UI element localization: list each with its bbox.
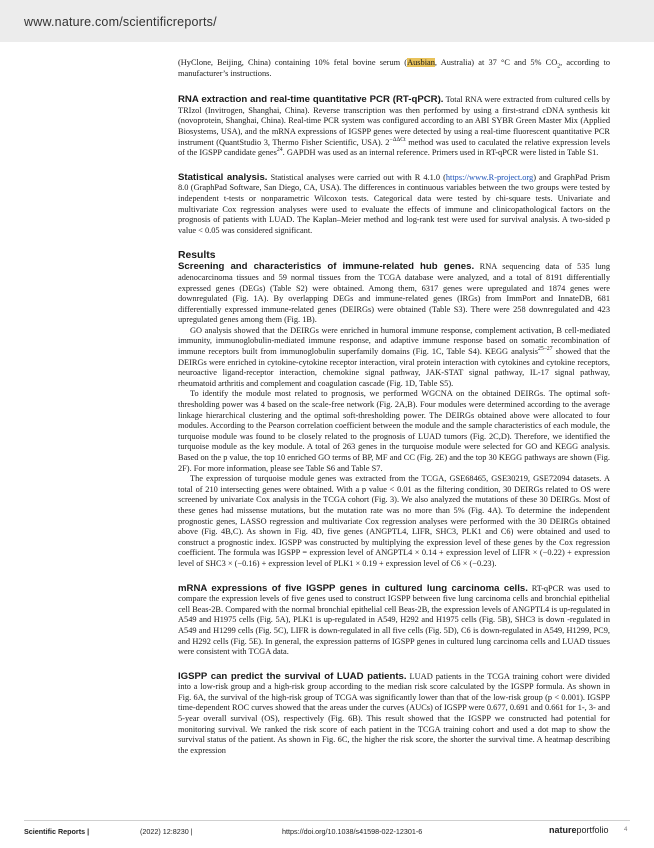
section-heading: Screening and characteristics of immune-related hub genes. [178,261,475,273]
paragraph: To identify the module most related to prognosis, we performed WGCNA on the obtained DEIRGs. The optimal soft-thresholding power was 4 based on the scale-free network (Fig. 2A,B). Four modules were determined according to the average linkage hierarchical clustering and the optimal soft-thresholding power. The DEIRGs obtained above were allocated to four modules. According to the Pearson correlation coefficient between the module and the sample characteristics of each module, the turquoise module was found to be closely related to the prognosis of LUAD tumors (Fig. 2C,D). Therefore, we identified the turquoise module as the key module. A total of 263 genes in the turquoise module were selected for GO and KEGG analysis. Based on the p value, the top 10 enriched GO terms of BP, MF and CC (Fig. 2E) and the top 30 KEGG pathways are shown (Fig. 2F). For more information, please see Table S6 and Table S7. [178,389,610,473]
cell-culture-continuation [178,58,610,79]
mrna-expression-section [178,584,610,658]
nature-portfolio-logo: natureportfolio [549,825,609,835]
igspp-survival-section [178,672,610,757]
section-heading: IGSPP can predict the survival of LUAD patients. [178,670,407,682]
paragraph: Screening and characteristics of immune-related hub genes. RNA sequencing data of 535 lung adenocarcinoma tissues and 59 normal tissues from the TCGA database were analyzed, and a total of 8191 differentially expressed genes (DEGs) (Table S2) were obtained. Among them, 6317 genes were upregulated and 1874 genes were downregulated (Fig. 1A). By overlapping DEGs and immune-related genes (IRGs) from ImmPort and InnateDB, 681 differentially expressed immune-related genes (DEIRGs) were obtained (Table S3). There were 258 downregulated and 423 upregulated genes among them (Fig. 1B). [178,261,611,325]
article-body [178,58,610,756]
section-heading: RNA extraction and real-time quantitative PCR (RT-qPCR). [178,94,444,106]
journal-name: Scientific Reports | [24,827,90,836]
r-project-link[interactable]: https://www.R-project.org [445,172,534,182]
footer-divider [24,820,630,821]
doi-link[interactable]: https://doi.org/10.1038/s41598-022-12301-6 [282,827,423,836]
paragraph: RNA extraction and real-time quantitative PCR (RT-qPCR). Total RNA were extracted from cultured cells by TRIzol (Invitrogen, Shanghai, China). Reverse transcription was then performed by using a first-strand cDNA synthesis kit (novoprotein, Shanghai, China). Real-time PCR system was configured according to an ABI SYBR Green Master Mix (Applied Biosystems, USA), and the mRNA expressions of IGSPP genes were detected by using a real-time fluorescent quantitative PCR instrument (QuantStudio 3, Thermo Fisher Scientific, USA). $2^{-\Delta\Delta Ct}$ method was used to caculated the relative expression levels of the IGSPP candidate genes$^{24}$. GAPDH was used as an internal reference. Primers used in RT-qPCR were listed in Table S1. [178,94,610,158]
rna-extraction-section [178,95,610,159]
highlighted-text: Ausbian [407,58,435,67]
section-heading: Statistical analysis. [178,171,268,183]
section-heading: mRNA expressions of five IGSPP genes in cultured lung carcinoma cells. [178,582,528,594]
site-url[interactable]: www.nature.com/scientificreports/ [24,15,217,29]
citation: (2022) 12:8230 | [140,827,193,836]
paragraph: The expression of turquoise module genes was extracted from the TCGA, GSE68465, GSE30219, GSE72094 datasets. A total of 210 intersecting genes were obtained. With a p value < 0.01 as the filtering condition, 30 DEIRGs related to OS were screened by univariate Cox analysis in the TCGA cohort (Fig. 3). We also analyzed the mutations of these 30 DEIRGs. Most of these genes had missense mutations, but the mutation rate was no more than 5% (Fig. 4A). To determine the independent prognostic genes, LASSO regression and multivariate Cox regression analyses were performed with the 30 DEIRGs obtained above (Fig. 4B,C). As shown in Fig. 4D, five genes (ANGPTL4, LIFR, SHC3, PLK1 and C6) were obtained and used to construct a prognostic index. IGSPP was constructed by multiplying the expression level of these genes by the Cox regression coefficient. The formula was IGSPP = expression level of ANGPTL4 × 0.14 + expression level of LIFR × (−0.22) + expression level of SHC3 × (−0.16) + expression level of PLK1 × 0.19 + expression level of C6 × (−0.23). [178,474,610,568]
statistical-analysis-section [178,173,610,237]
paragraph: Statistical analysis. Statistical analyses were carried out with R 4.1.0 (https://www.R-project.org) and GraphPad Prism 8.0 (GraphPad Software, San Diego, CA, USA). The differences in continuous variables between the two groups were tested by independent t-tests or nonparametric Wilcoxon tests. Categorical data were tested by chi-square tests. Univariate and multivariate Cox regression analyses were used to evaluate the effects of immune and clinicopathological factors on the prognosis of patients with LUAD. The Kaplan–Meier method and log-rank test were used for survival analysis. A two-sided p value < 0.05 was considered significant. [178,171,611,235]
paragraph: (HyClone, Beijing, China) containing 10% fetal bovine serum (Ausbian, Australia) at 37 °C and 5% $CO_2$, according to manufacturer’s instructions. [178,58,610,78]
paragraph: mRNA expressions of five IGSPP genes in cultured lung carcinoma cells. RT-qPCR was used to compare the expression levels of five genes used to construct IGSPP between five lung carcinoma cells and bronchial epithelial cell Beas-2B. Compared with the normal bronchial epithelial cell Beas-2B, the expression levels of ANGPTL4 is up-regulated in A549 and H1975 cells (Fig. 5A), PLK1 is up-regulated in A549, H292 and H1975 cells (Fig. 5B), SHC3 is down -regulated in A549 and H1299 cells (Fig. 5C), LIFR is down-regulated in all five cells (Fig. 5D), C6 is down-regulated in A549, H1299, PC9, and H292 cells (Fig. 5E). In general, the expression patterns of IGSPP genes in cultured lung carcinoma cells and LUAD tissues were consistent with TCGA data. [178,582,610,657]
page-footer [24,825,630,839]
paragraph: GO analysis showed that the DEIRGs were enriched in humoral immune response, complement activation, B cell-mediated immunity, immunoglobulin-mediated immune response, and adaptive immune response based on somatic recombination of immune receptors built from immunoglobulin superfamily domains (Fig. 1C, Table S4). KEGG analysis$^{25-27}$ showed that the DEIRGs were enriched in cytokine-cytokine receptor interaction, viral protein interaction with cytokines and cytokine receptors, neuroactive ligand-receptor interaction, chemokine signal pathway, JAK-STAT signal pathway, IL-17 signal pathway, rheumatoid arthritis and complement and coagulation cascade (Fig. 1D, Table S5). [178,325,610,388]
site-header-bar [0,0,654,42]
page-number: 4 [624,827,628,833]
paragraph: IGSPP can predict the survival of LUAD patients. LUAD patients in the TCGA training cohort were divided into a low-risk group and a high-risk group according to the median risk score calculated by the IGSPP formula. As shown in Fig. 6A, the survival of the high-risk group of TCGA was significantly lower than that of the low-risk group (p < 0.001). IGSPP time-dependent ROC curves showed that the areas under the curves (AUCs) of IGSPP were 0.677, 0.691 and 0.661 for 1-, 3- and 5-year overall survival (OS), respectively (Fig. 6B). This result showed that the IGSPP we constructed had potential for monitoring survival. We ranked the risk score of each patient in the TCGA training cohort and used a dot map to show the survival status of the patient. As shown in Fig. 6C, the higher the risk score, the shorter the survival time. A heatmap describing the expression [178,670,610,755]
results-section [178,250,610,569]
results-title: Results [178,250,216,262]
